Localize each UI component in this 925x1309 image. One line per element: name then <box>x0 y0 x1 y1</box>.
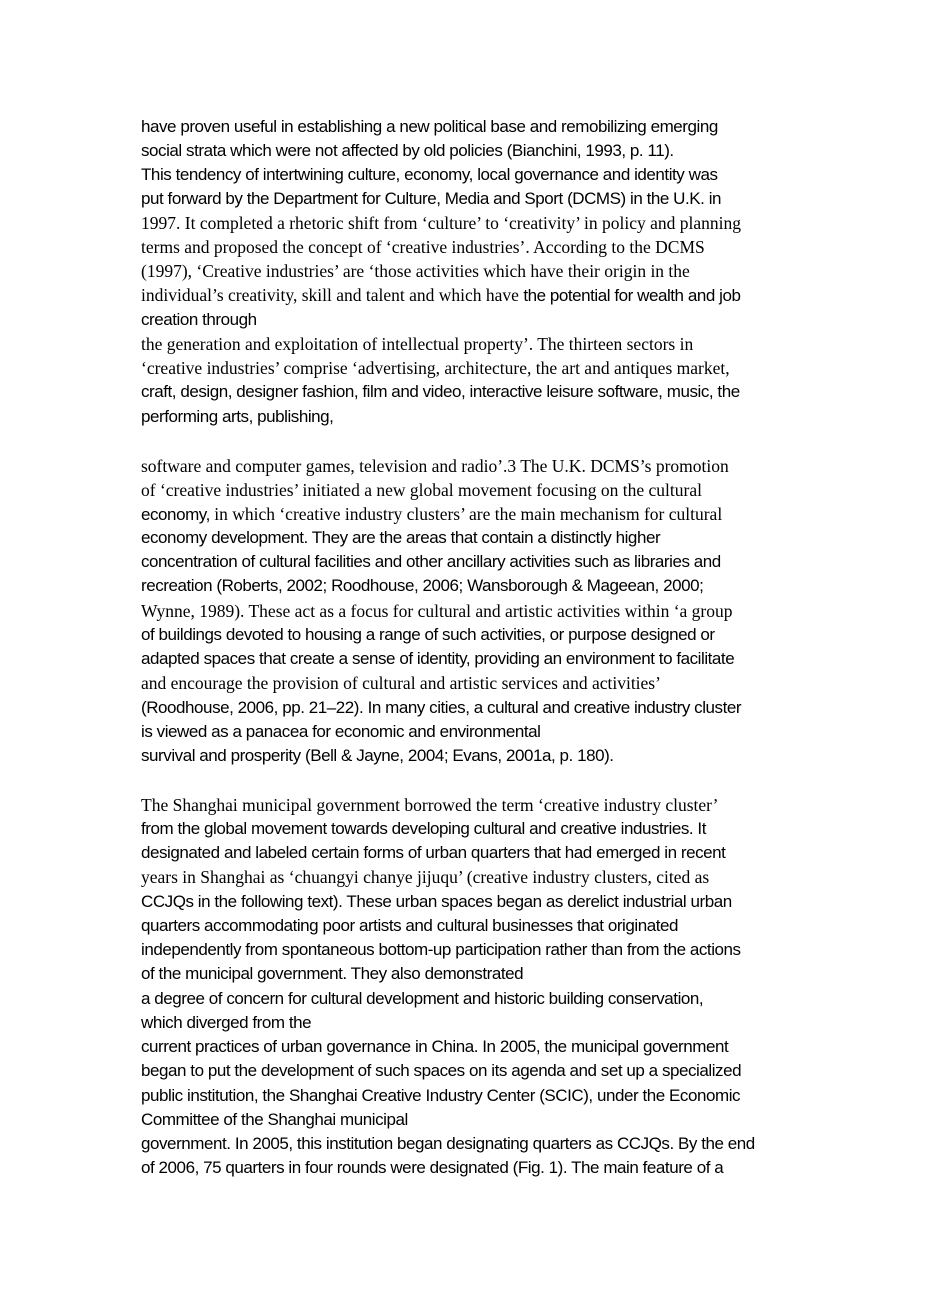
text-segment: in which ‘creative industry clusters’ are the main mechanism for cultural <box>209 504 723 524</box>
text-segment: individual’s creativity, skill and talent and which have <box>141 285 524 305</box>
text-segment: economy development. They are the areas that contain a distinctly higher <box>141 528 661 547</box>
text-segment: adapted spaces that create a sense of identity, providing an environment to facilitate <box>141 649 735 668</box>
text-line <box>141 1086 740 1106</box>
text-line <box>141 552 721 572</box>
text-line <box>141 843 725 863</box>
text-line <box>141 722 541 742</box>
text-line <box>141 867 709 888</box>
text-segment: craft, design, designer fashion, film and video, interactive leisure software, music, the <box>141 382 740 401</box>
text-segment: is viewed as a panacea for economic and environmental <box>141 722 541 741</box>
text-line <box>141 625 715 645</box>
text-line <box>141 795 718 816</box>
text-line <box>141 504 722 525</box>
text-segment: concentration of cultural facilities and other ancillary activities such as libraries and <box>141 552 721 571</box>
text-line <box>141 334 693 355</box>
text-segment: of 2006, 75 quarters in four rounds were designated (Fig. 1). The main feature of a <box>141 1158 724 1177</box>
text-line <box>141 1158 723 1178</box>
text-line <box>141 819 706 839</box>
text-segment: the potential for wealth and job <box>523 286 741 305</box>
text-segment: economy, <box>141 505 210 524</box>
text-segment: (1997), ‘Creative industries’ are ‘those activities which have their origin in the <box>141 261 690 281</box>
text-line <box>141 746 614 766</box>
text-segment: CCJQs in the following text). These urban spaces began as derelict industrial urban <box>141 892 732 911</box>
text-segment: recreation (Roberts, 2002; Roodhouse, 2006; Wansborough & Mageean, 2000; <box>141 576 704 595</box>
text-segment: current practices of urban governance in China. In 2005, the municipal government <box>141 1037 729 1056</box>
text-line <box>141 673 661 694</box>
text-segment: and encourage the provision of cultural and artistic services and activities’ <box>141 673 661 693</box>
text-line <box>141 1110 408 1130</box>
text-line <box>141 213 741 234</box>
text-line <box>141 480 702 501</box>
text-line <box>141 117 718 137</box>
text-line <box>141 1134 755 1154</box>
text-line <box>141 892 732 912</box>
text-segment: 1997. It completed a rhetoric shift from ‘culture’ to ‘creativity’ in policy and planning <box>141 213 741 233</box>
text-segment: put forward by the Department for Culture, Media and Sport (DCMS) in the U.K. in <box>141 189 722 208</box>
text-segment: ‘creative industries’ comprise ‘advertising, architecture, the art and antiques market, <box>141 358 730 378</box>
text-segment: performing arts, publishing, <box>141 407 334 426</box>
text-line <box>141 528 660 548</box>
text-line <box>141 576 703 596</box>
text-line <box>141 1037 728 1057</box>
text-line <box>141 916 678 936</box>
text-line <box>141 261 690 282</box>
text-line <box>141 285 740 306</box>
text-line <box>141 141 674 161</box>
text-segment: terms and proposed the concept of ‘creative industries’. According to the DCMS <box>141 237 705 257</box>
text-line <box>141 698 741 718</box>
text-segment: of buildings devoted to housing a range of such activities, or purpose designed or <box>141 625 715 644</box>
text-segment: social strata which were not affected by old policies (Bianchini, 1993, p. 11). <box>141 141 674 160</box>
text-line <box>141 165 718 185</box>
text-segment: of the municipal government. They also demonstrated <box>141 964 524 983</box>
text-segment: designated and labeled certain forms of urban quarters that had emerged in recent <box>141 843 726 862</box>
text-segment: quarters accommodating poor artists and cultural businesses that originated <box>141 916 679 935</box>
text-line <box>141 1013 311 1033</box>
text-line <box>141 407 333 427</box>
text-segment: which diverged from the <box>141 1013 312 1032</box>
text-line <box>141 358 730 379</box>
text-line <box>141 601 733 622</box>
text-line <box>141 940 741 960</box>
text-line <box>141 456 729 477</box>
text-segment: Committee of the Shanghai municipal <box>141 1110 408 1129</box>
text-line <box>141 310 257 330</box>
text-segment: government. In 2005, this institution began designating quarters as CCJQs. By the end <box>141 1134 755 1153</box>
text-segment: public institution, the Shanghai Creative Industry Center (SCIC), under the Economic <box>141 1086 741 1105</box>
text-line <box>141 1061 741 1081</box>
text-line <box>141 382 740 402</box>
text-segment: of ‘creative industries’ initiated a new global movement focusing on the cultural <box>141 480 702 500</box>
text-segment: This tendency of intertwining culture, economy, local governance and identity was <box>141 165 718 184</box>
text-segment: independently from spontaneous bottom-up participation rather than from the actions <box>141 940 741 959</box>
text-line <box>141 989 703 1009</box>
text-line <box>141 649 734 669</box>
text-segment: began to put the development of such spaces on its agenda and set up a specialized <box>141 1061 742 1080</box>
text-line <box>141 964 523 984</box>
text-segment: a degree of concern for cultural development and historic building conservation, <box>141 989 704 1008</box>
text-segment: The Shanghai municipal government borrowed the term ‘creative industry cluster’ <box>141 795 719 815</box>
text-segment: (Roodhouse, 2006, pp. 21–22). In many cities, a cultural and creative industry cluster <box>141 698 742 717</box>
text-segment: software and computer games, television and radio’.3 The U.K. DCMS’s promotion <box>141 456 729 476</box>
text-segment: creation through <box>141 310 257 329</box>
text-segment: have proven useful in establishing a new political base and remobilizing emerging <box>141 117 718 136</box>
text-segment: years in Shanghai as ‘chuangyi chanye jijuqu’ (creative industry clusters, cited as <box>141 867 710 887</box>
text-segment: Wynne, 1989). These act as a focus for cultural and artistic activities within ‘a group <box>141 601 733 621</box>
text-segment: survival and prosperity (Bell & Jayne, 2004; Evans, 2001a, p. 180). <box>141 746 614 765</box>
text-line <box>141 189 721 209</box>
text-segment: from the global movement towards developing cultural and creative industries. It <box>141 819 706 838</box>
text-segment: the generation and exploitation of intellectual property’. The thirteen sectors in <box>141 334 694 354</box>
text-line <box>141 237 705 258</box>
